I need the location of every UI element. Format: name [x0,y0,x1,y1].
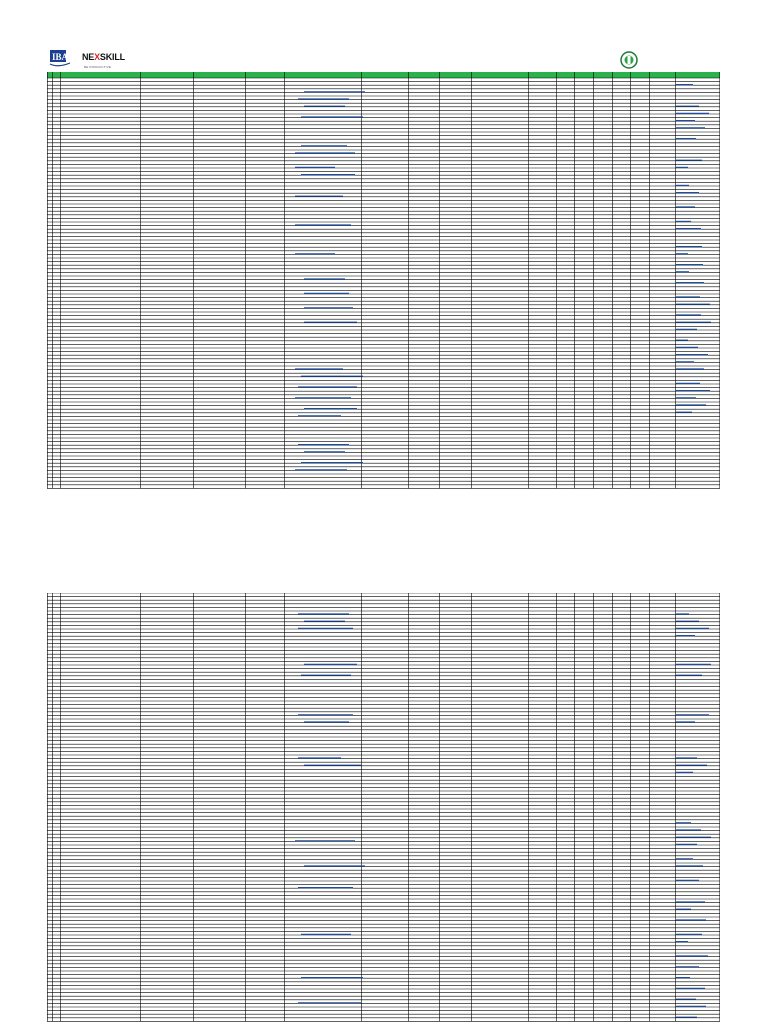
sheet-grid [47,72,720,491]
nexskill-tagline: BE PRODUCTIVE [84,65,112,69]
govt-seal [620,50,638,70]
sheet-grid [47,593,720,1024]
nexskill-logo [82,52,142,72]
sheet-table-1 [47,72,720,491]
header-band [47,72,720,78]
svg-text:IBA: IBA [52,52,69,62]
iba-logo [48,48,74,70]
nexskill-wordmark: NEXSKILL [82,52,125,62]
sheet-table-2 [47,593,720,1024]
